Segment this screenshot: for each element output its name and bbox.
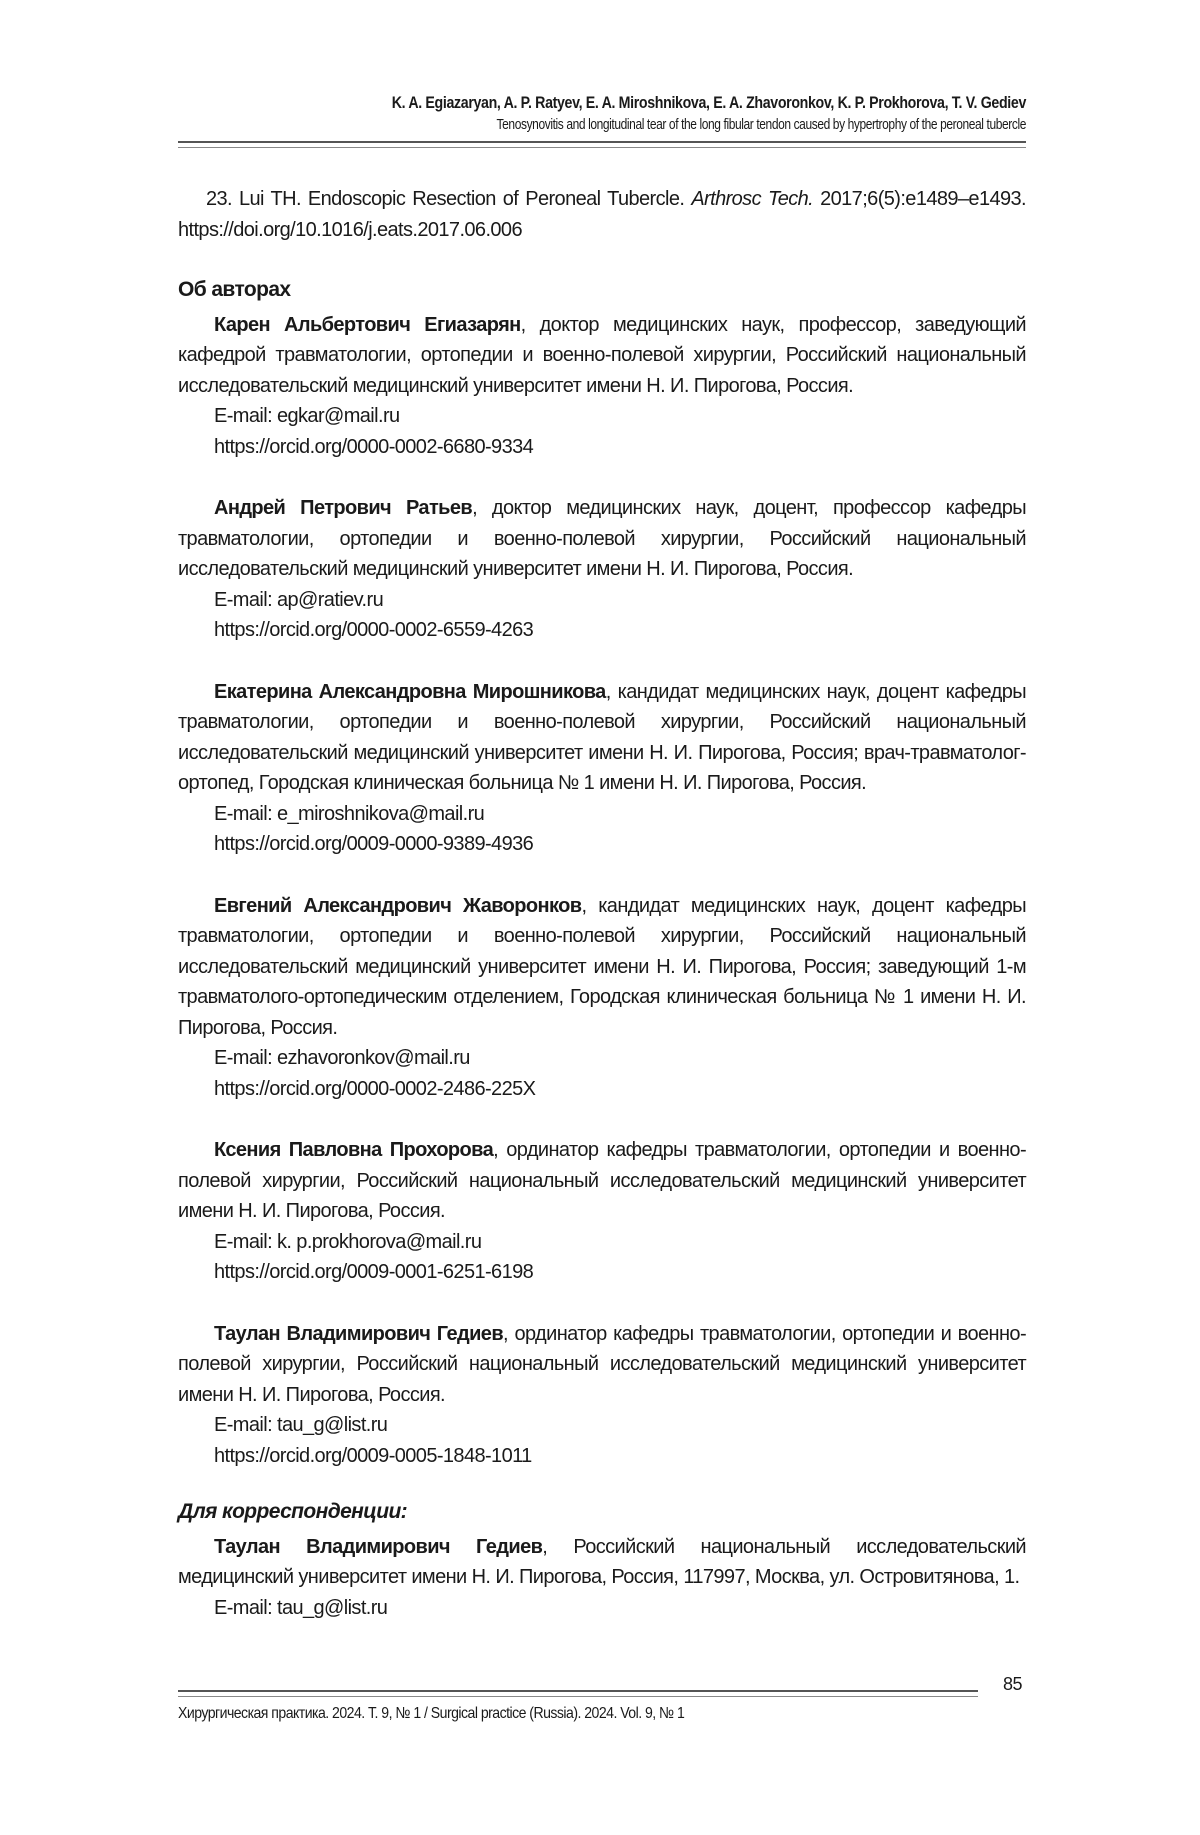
author-email: E-mail: tau_g@list.ru bbox=[214, 1414, 388, 1436]
author-orcid: https://orcid.org/0000-0002-6559-4263 bbox=[214, 619, 534, 641]
page bbox=[178, 92, 1026, 1654]
author-orcid: https://orcid.org/0009-0001-6251-6198 bbox=[214, 1261, 534, 1283]
about-authors-heading: Об авторах bbox=[178, 278, 291, 301]
author-description: , доктор медицинских наук, доцент, профессор кафедры травматологии, ортопедии и военно-полевой хирургии, Российский национальный исследовательский медицинский университет имени Н. И. Пирогова, Россия. bbox=[178, 497, 1027, 580]
author-name: Екатерина Александровна Мирошникова bbox=[214, 680, 606, 703]
author-bio bbox=[178, 1135, 1026, 1288]
author-name: Евгений Александрович Жаворонков bbox=[214, 894, 582, 917]
correspondence-heading: Для корреспонденции: bbox=[178, 1500, 408, 1523]
header-rule bbox=[178, 141, 1026, 148]
author-bio bbox=[178, 493, 1026, 646]
reference-text: 23. Lui TH. Endoscopic Resection of Peroneal Tubercle. bbox=[206, 188, 692, 210]
header-article-title: Tenosynovitis and longitudinal tear of the long fibular tendon caused by hypertrophy of the peroneal tubercle bbox=[496, 116, 1026, 133]
author-orcid: https://orcid.org/0009-0005-1848-1011 bbox=[214, 1444, 532, 1467]
footer-rule bbox=[178, 1690, 978, 1697]
page-number: 85 bbox=[1002, 1674, 1022, 1694]
reference-journal: Arthrosc Tech. bbox=[691, 188, 814, 210]
author-orcid: https://orcid.org/0009-0000-9389-4936 bbox=[214, 833, 534, 855]
author-orcid: https://orcid.org/0000-0002-6680-9334 bbox=[214, 435, 534, 458]
header-authors: K. A. Egiazaryan, A. P. Ratyev, E. A. Miroshnikova, E. A. Zhavoronkov, K. P. Prokhorova, T. V. Gediev bbox=[391, 94, 1026, 112]
author-name: Таулан Владимирович Гедиев bbox=[214, 1322, 504, 1345]
author-email: E-mail: e_miroshnikova@mail.ru bbox=[214, 802, 485, 825]
correspondence-block bbox=[178, 1532, 1026, 1624]
running-footer bbox=[178, 1674, 1026, 1723]
reference-details: 2017;6(5):e1489–e1493. https://doi.org/10.1016/j.eats.2017.06.006 bbox=[178, 188, 1026, 241]
correspondence-email: E-mail: tau_g@list.ru bbox=[214, 1596, 388, 1619]
author-email: E-mail: egkar@mail.ru bbox=[214, 405, 400, 427]
author-bio bbox=[178, 1319, 1026, 1472]
author-bio bbox=[178, 891, 1026, 1105]
author-name: Ксения Павловна Прохорова bbox=[214, 1139, 494, 1161]
author-orcid: https://orcid.org/0000-0002-2486-225X bbox=[214, 1077, 536, 1100]
author-description: , кандидат медицинских наук, доцент кафедры травматологии, ортопедии и военно-полевой хирургии, Российский национальный исследовательский медицинский университет имени Н. И. Пирогова, Россия; заведующий 1-м травматолого-ортопедическим отделением, Городская клиническая больница № 1 имени Н. И. Пирогова, Россия. bbox=[178, 894, 1026, 1039]
correspondence-name: Таулан Владимирович Гедиев bbox=[214, 1535, 543, 1558]
author-email: E-mail: ezhavoronkov@mail.ru bbox=[214, 1047, 470, 1069]
reference-23 bbox=[178, 184, 1026, 245]
journal-citation: Хирургическая практика. 2024. Т. 9, № 1 / Surgical practice (Russia). 2024. Vol. 9, № 1 bbox=[178, 1705, 685, 1722]
author-email: E-mail: k. p.prokhorova@mail.ru bbox=[214, 1230, 482, 1253]
author-description: , кандидат медицинских наук, доцент кафедры травматологии, ортопедии и военно-полевой хирургии, Российский национальный исследовательский медицинский университет имени Н. И. Пирогова, Россия; врач-травматолог-ортопед, Городская клиническая больница № 1 имени Н. И. Пирогова, Россия. bbox=[178, 680, 1026, 794]
author-description: , доктор медицинских наук, профессор, заведующий кафедрой травматологии, ортопедии и военно-полевой хирургии, Российский национальный исследовательский медицинский университет имени Н. И. Пирогова, Россия. bbox=[178, 313, 1026, 397]
correspondence-address: , Российский национальный исследовательский медицинский университет имени Н. И. Пирогова, Россия, 117997, Москва, ул. Островитянова, 1. bbox=[178, 1535, 1026, 1588]
author-email: E-mail: ap@ratiev.ru bbox=[214, 588, 384, 611]
author-description: , ординатор кафедры травматологии, ортопедии и военно-полевой хирургии, Российский национальный исследовательский медицинский университет имени Н. И. Пирогова, Россия. bbox=[178, 1139, 1027, 1222]
author-name: Андрей Петрович Ратьев bbox=[214, 497, 473, 519]
author-description: , ординатор кафедры травматологии, ортопедии и военно-полевой хирургии, Российский национальный исследовательский медицинский университет имени Н. И. Пирогова, Россия. bbox=[178, 1322, 1027, 1406]
author-bio bbox=[178, 310, 1026, 463]
author-name: Карен Альбертович Егиазарян bbox=[214, 313, 521, 336]
author-bio bbox=[178, 677, 1026, 860]
running-header bbox=[178, 92, 1026, 148]
